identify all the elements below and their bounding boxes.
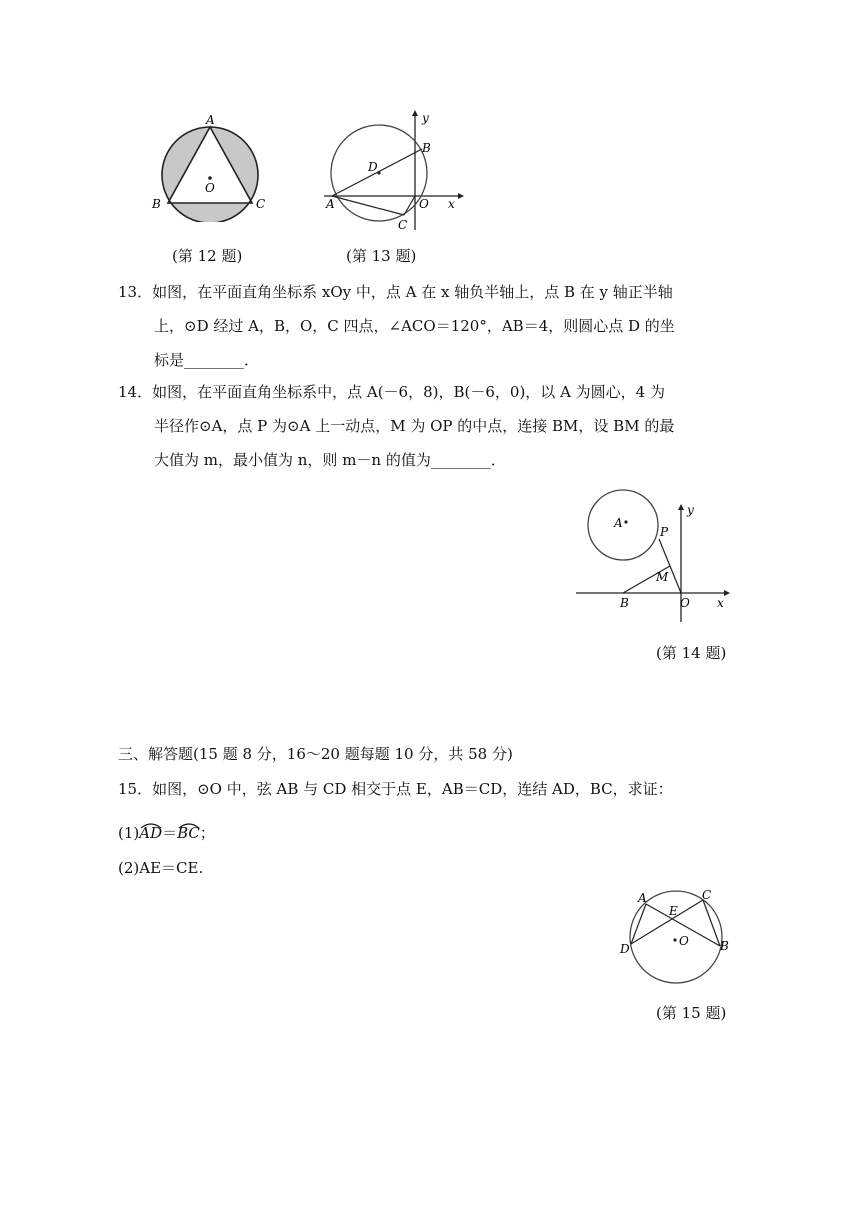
fig14-label-x: x xyxy=(717,596,724,610)
figure-14 xyxy=(574,486,736,626)
section-3-heading: 三、解答题(15 题 8 分，16～20 题每题 10 分，共 58 分) xyxy=(118,745,513,763)
fig12-label-O: O xyxy=(205,181,215,195)
q14-line-2: 半径作⊙A，点 P 为⊙A 上一动点，M 为 OP 的中点，连接 BM，设 BM 的最 xyxy=(154,417,675,435)
figure-13 xyxy=(322,108,467,233)
fig14-label-O: O xyxy=(680,596,690,610)
q15-part-1 xyxy=(118,822,215,843)
fig12-label-B: B xyxy=(152,197,161,211)
fig14-y-arrow xyxy=(678,504,684,510)
fig13-label-D: D xyxy=(368,160,378,174)
fig14-label-B: B xyxy=(620,596,629,610)
fig15-label-A: A xyxy=(638,891,647,905)
fig13-y-arrow xyxy=(412,110,418,116)
arc-mark-icon xyxy=(178,822,200,829)
fig13-caption: (第 13 题) xyxy=(346,247,417,265)
q15-arc-AD: AD xyxy=(139,824,163,842)
fig13-label-B: B xyxy=(422,141,431,155)
fig14-circle-A xyxy=(588,490,658,560)
figure-15 xyxy=(616,886,738,986)
figure-12 xyxy=(150,112,275,222)
fig14-x-arrow xyxy=(724,590,730,596)
fig15-label-O: O xyxy=(679,934,689,948)
fig15-label-C: C xyxy=(702,888,712,902)
fig13-label-x: x xyxy=(448,197,455,211)
fig15-label-D: D xyxy=(620,942,630,956)
fig14-label-M: M xyxy=(656,570,669,584)
fig13-label-A: A xyxy=(326,197,335,211)
fig13-segment-CO xyxy=(404,196,415,215)
q13-line-3: 标是________． xyxy=(154,351,260,369)
fig13-label-y: y xyxy=(422,111,429,125)
fig14-label-y: y xyxy=(687,503,694,517)
fig15-center-dot xyxy=(673,938,676,941)
q15-part1-end: ； xyxy=(199,824,215,842)
fig12-label-C: C xyxy=(256,197,266,211)
q15-arc-BC: BC xyxy=(177,824,200,842)
fig12-label-A: A xyxy=(206,113,215,127)
fig13-label-C: C xyxy=(398,218,408,232)
q15-part1-prefix: (1) xyxy=(118,824,140,842)
q14-line-1: 14．如图，在平面直角坐标系中，点 A(－6，8)，B(－6，0)，以 A 为圆心，4 为 xyxy=(118,383,665,401)
arc-mark-icon xyxy=(140,822,162,829)
q13-line-1: 13．如图，在平面直角坐标系 xOy 中，点 A 在 x 轴负半轴上，点 B 在 y 轴正半轴 xyxy=(118,283,673,301)
fig14-center-dot xyxy=(624,520,627,523)
fig14-label-P: P xyxy=(660,525,669,539)
fig13-center-dot xyxy=(377,171,380,174)
fig14-caption: (第 14 题) xyxy=(656,644,727,662)
fig13-x-arrow xyxy=(458,193,464,199)
fig15-label-E: E xyxy=(669,904,678,918)
q13-line-2: 上，⊙D 经过 A，B，O，C 四点，∠ACO＝120°，AB＝4，则圆心点 D 的坐 xyxy=(154,317,675,335)
fig14-label-A: A xyxy=(614,516,623,530)
fig12-center-dot xyxy=(208,176,212,180)
fig15-label-B: B xyxy=(720,939,729,953)
q15-stem: 15．如图，⊙O 中，弦 AB 与 CD 相交于点 E，AB＝CD，连结 AD，BC，求证： xyxy=(118,780,673,798)
q15-part1-eq: ＝ xyxy=(162,824,178,842)
q14-line-3: 大值为 m，最小值为 n，则 m－n 的值为________． xyxy=(154,451,506,469)
fig15-caption: (第 15 题) xyxy=(656,1004,727,1022)
fig12-caption: (第 12 题) xyxy=(172,247,243,265)
fig13-label-O: O xyxy=(419,197,429,211)
q15-part-2: (2)AE＝CE. xyxy=(118,859,204,877)
